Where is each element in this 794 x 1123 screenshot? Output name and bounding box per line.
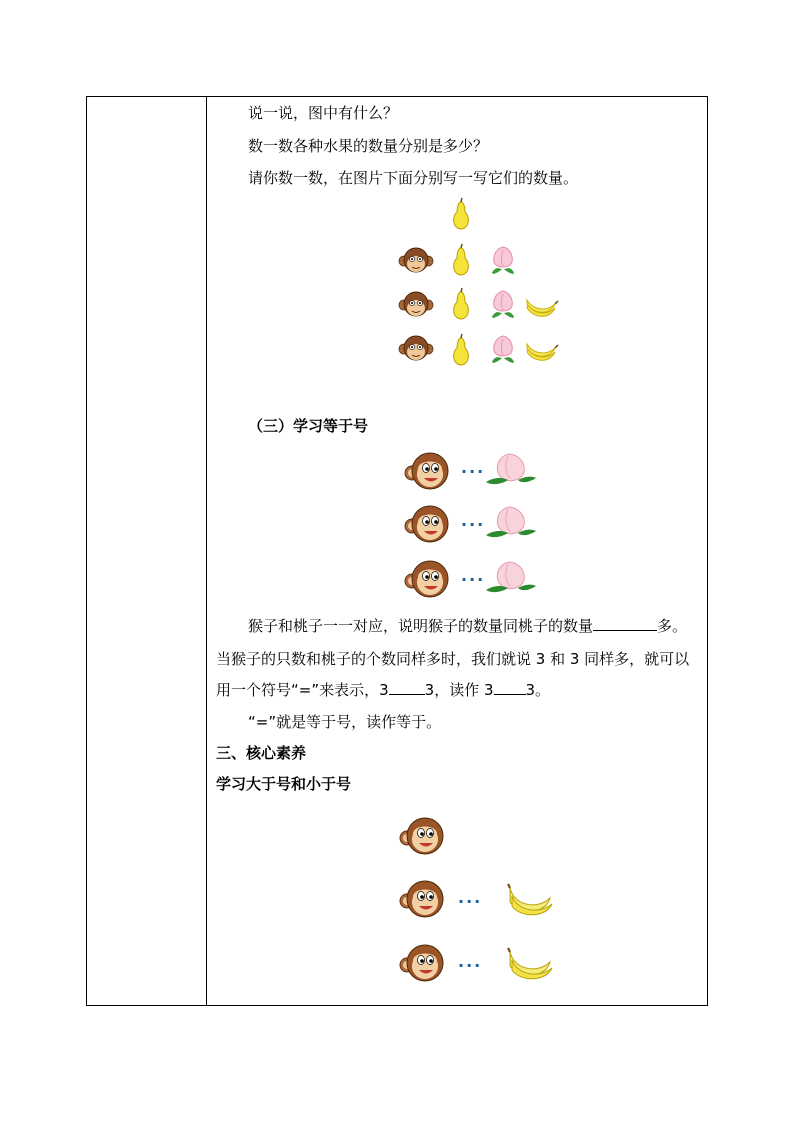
peach-icon <box>492 336 514 363</box>
monkey-icon <box>399 292 433 316</box>
monkey-icon <box>405 561 448 597</box>
pear-icon <box>454 244 469 275</box>
banana-icon <box>508 948 552 979</box>
monkey-icon <box>400 881 443 917</box>
peach-icon <box>492 291 514 318</box>
question-1: 说一说，图中有什么？ <box>248 104 399 122</box>
banana-icon <box>508 884 552 915</box>
monkey-icon <box>400 818 443 854</box>
section-subheading: 学习大于号和小于号 <box>216 775 352 793</box>
paragraph-line: 猴子和桃子一一对应，说明猴子的数量同桃子的数量 多。 <box>248 617 688 635</box>
correspondence-dots: ··· <box>458 892 483 911</box>
answer-blank[interactable] <box>593 616 657 631</box>
pear-icon <box>454 198 469 229</box>
paragraph-line: 用一个符号“=”来表示，3 3，读作 3 3。 <box>216 681 551 699</box>
question-2: 数一数各种水果的数量分别是多少？ <box>248 137 489 155</box>
monkey-icon <box>399 336 433 360</box>
monkey-icon <box>405 453 448 489</box>
banana-icon <box>527 300 558 316</box>
question-3: 请你数一数，在图片下面分别写一写它们的数量。 <box>248 169 579 187</box>
paragraph-line: 当猴子的只数和桃子的个数同样多时，我们就说 3 和 3 同样多，就可以 <box>216 650 690 668</box>
monkey-icon <box>405 506 448 542</box>
banana-icon <box>527 344 558 360</box>
pear-icon <box>454 288 469 319</box>
peach-icon <box>486 562 536 592</box>
paragraph-line: “=”就是等于号，读作等于。 <box>248 713 442 731</box>
section-heading: 三、核心素养 <box>216 744 307 762</box>
peach-icon <box>486 507 536 537</box>
correspondence-dots: ··· <box>458 956 483 975</box>
monkey-icon <box>400 945 443 981</box>
peach-icon <box>492 247 514 274</box>
peach-icon <box>486 454 536 484</box>
correspondence-dots: ··· <box>461 515 486 534</box>
answer-blank[interactable] <box>389 680 425 695</box>
answer-blank[interactable] <box>494 680 526 695</box>
section-heading: （三）学习等于号 <box>248 417 369 435</box>
correspondence-dots: ··· <box>461 462 486 481</box>
correspondence-dots: ··· <box>461 570 486 589</box>
monkey-icon <box>399 248 433 272</box>
pear-icon <box>454 334 469 365</box>
